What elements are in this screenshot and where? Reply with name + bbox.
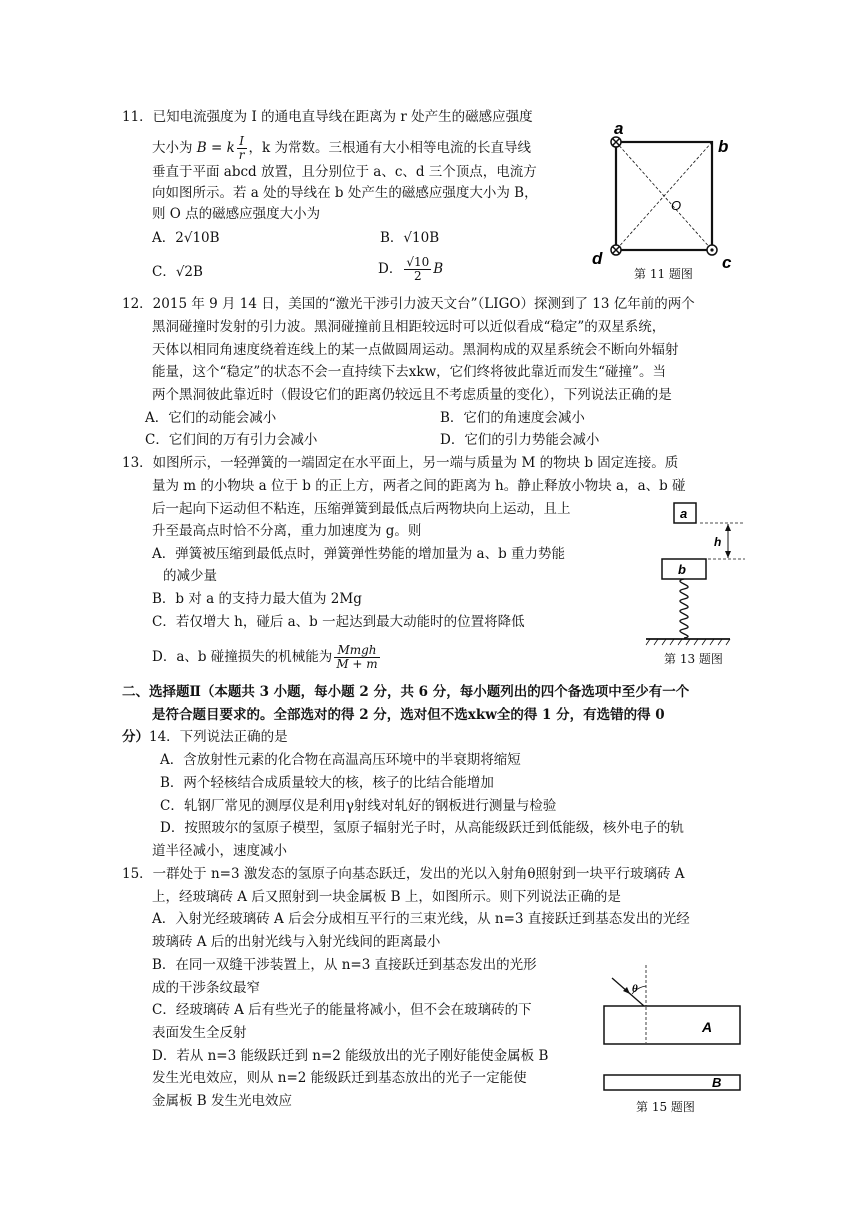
q11-option-d-prefix: D． bbox=[378, 261, 403, 277]
section-2-heading-end: 分） bbox=[122, 729, 149, 745]
q11-label-b: b bbox=[718, 137, 729, 156]
q11-formula-fraction bbox=[237, 135, 247, 162]
q11-option-d-numerator: √10 bbox=[406, 255, 430, 269]
q11-current-out-of-page-icon-c bbox=[707, 245, 717, 255]
q13-line-1: 13．如图所示，一轻弹簧的一端固定在水平面上，另一端与质量为 M 的物块 b 固定连接。质 bbox=[122, 455, 679, 471]
q11-formula-denominator: r bbox=[238, 148, 245, 162]
q12-option-b: B．它们的角速度会减小 bbox=[440, 410, 585, 426]
q12-line-1: 12．2015 年 9 月 14 日，美国的“激光干涉引力波天文台”（LIGO）探测到了 13 亿年前的两个 bbox=[122, 296, 695, 312]
q13-spring-figure bbox=[640, 498, 750, 650]
section-2-heading-line-2: 是符合题目要求的。全部选对的得 2 分，选对但不选xkw全的得 1 分，有选错的得 0 bbox=[152, 707, 665, 723]
q15-option-b-line-2: 成的干涉条纹最窄 bbox=[152, 980, 260, 996]
q11-square-figure bbox=[588, 119, 738, 272]
q14-option-b: B．两个轻核结合成质量较大的核，核子的比结合能增加 bbox=[160, 775, 494, 791]
q15-label-theta: θ bbox=[632, 983, 638, 995]
q14-option-a: A．含放射性元素的化合物在高温高压环境中的半衰期将缩短 bbox=[160, 752, 521, 768]
q15-label-a: A bbox=[702, 1019, 713, 1035]
q13-ground-hatch bbox=[646, 639, 730, 645]
q12-option-d: D．它们的引力势能会减小 bbox=[440, 432, 600, 448]
q11-option-d-fraction bbox=[404, 256, 431, 283]
q13-option-a-line-1: A．弹簧被压缩到最低点时，弹簧弹性势能的增加量为 a、b 重力势能 bbox=[152, 546, 566, 562]
q15-label-b: B bbox=[712, 1075, 722, 1090]
q12-option-a: A．它们的动能会减小 bbox=[145, 410, 277, 426]
q13-option-a-line-2: 的减少量 bbox=[163, 568, 217, 584]
q15-option-a-line-2: 玻璃砖 A 后的出射光线与入射光线间的距离最小 bbox=[152, 934, 441, 950]
q15-figure-caption: 第 15 题图 bbox=[636, 1100, 695, 1114]
q11-line-2-end: ，k 为常数。三根通有大小相等电流的长直导线 bbox=[248, 140, 532, 156]
q13-label-a: a bbox=[680, 506, 688, 521]
q13-line-4: 升至最高点时恰不分离，重力加速度为 g。则 bbox=[152, 523, 422, 539]
q13-line-3: 后一起向下运动但不粘连，压缩弹簧到最低点后两物块向上运动，且上 bbox=[152, 501, 571, 517]
q11-label-o: O bbox=[671, 198, 682, 213]
q11-line-2 bbox=[152, 135, 531, 162]
q13-option-c: C．若仅增大 h，碰后 a、b 一起达到最大动能时的位置将降低 bbox=[152, 614, 525, 630]
q13-option-d bbox=[152, 644, 382, 671]
q12-option-c: C．它们间的万有引力会减小 bbox=[145, 432, 318, 448]
q13-option-d-prefix: D．a、b 碰撞损失的机械能为 bbox=[152, 649, 333, 665]
q13-line-2: 量为 m 的小物块 a 位于 b 的正上方，两者之间的距离为 h。静止释放小物块 a，a、b 碰 bbox=[152, 478, 686, 494]
q15-glass-figure bbox=[598, 960, 748, 1095]
q13-label-h: h bbox=[714, 535, 722, 549]
q14-stem: 14．下列说法正确的是 bbox=[149, 729, 288, 745]
q14-option-d-line-2: 道半径减小，速度减小 bbox=[152, 843, 287, 859]
q15-option-d-line-2: 发生光电效应，则从 n=2 能级跃迁到基态放出的光子一定能使 bbox=[152, 1070, 527, 1086]
q11-label-a: a bbox=[614, 119, 624, 138]
q11-label-c: c bbox=[722, 253, 732, 272]
q11-line-2-start: 大小为 bbox=[152, 140, 193, 156]
q15-option-b-line-1: B．在同一双缝干涉装置上，从 n=3 直接跃迁到基态发出的光形 bbox=[152, 957, 537, 973]
q11-option-c: C．√2B bbox=[152, 264, 203, 280]
q13-arrow-down-icon bbox=[725, 551, 731, 558]
q12-line-4: 能量，这个“稳定”的状态不会一直持续下去xkw，它们终将彼此靠近而发生“碰撞”。当 bbox=[152, 364, 666, 380]
q14-option-d-line-1: D．按照玻尔的氢原子模型，氢原子辐射光子时，从高能级跃迁到低能级，核外电子的轨 bbox=[160, 820, 684, 836]
q14-option-c: C．轧钢厂常见的测厚仪是利用γ射线对轧好的钢板进行测量与检验 bbox=[160, 798, 557, 814]
q13-label-b: b bbox=[678, 562, 686, 577]
q13-spring-coil bbox=[680, 579, 688, 638]
q13-figure-caption: 第 13 题图 bbox=[664, 652, 723, 666]
q13-option-d-fraction bbox=[334, 644, 379, 671]
q13-option-d-numerator: Mmgh bbox=[334, 644, 379, 658]
q13-arrow-up-icon bbox=[725, 524, 731, 531]
q11-formula-lhs: B = k bbox=[196, 140, 235, 156]
q11-option-d-suffix: B bbox=[433, 261, 444, 277]
q11-label-d: d bbox=[592, 249, 603, 268]
q12-line-5: 两个黑洞彼此靠近时（假设它们的距离仍较远且不考虑质量的变化），下列说法正确的是 bbox=[152, 387, 672, 403]
q15-option-c-line-1: C．经玻璃砖 A 后有些光子的能量将减小，但不会在玻璃砖的下 bbox=[152, 1002, 532, 1018]
q11-line-4: 向如图所示。若 a 处的导线在 b 处产生的磁感应强度大小为 B， bbox=[152, 185, 538, 201]
q11-option-d bbox=[378, 256, 443, 283]
q13-option-b: B．b 对 a 的支持力最大值为 2Mg bbox=[152, 591, 362, 607]
section-2-heading-line-3 bbox=[122, 727, 288, 747]
q11-line-5: 则 O 点的磁感应强度大小为 bbox=[152, 206, 321, 222]
q11-line-1: 11．已知电流强度为 I 的通电直导线在距离为 r 处产生的磁感应强度 bbox=[122, 109, 533, 125]
q12-line-2: 黑洞碰撞时发射的引力波。黑洞碰撞前且相距较远时可以近似看成“稳定”的双星系统， bbox=[152, 319, 666, 335]
q15-option-d-line-1: D．若从 n=3 能级跃迁到 n=2 能级放出的光子刚好能使金属板 B bbox=[152, 1048, 549, 1064]
section-2-heading-line-1: 二、选择题Ⅱ（本题共 3 小题，每小题 2 分，共 6 分，每小题列出的四个备选项中至少有一个 bbox=[122, 684, 690, 700]
q11-line-3: 垂直于平面 abcd 放置，且分别位于 a、c、d 三个顶点，电流方 bbox=[152, 164, 537, 180]
q15-option-d-line-3: 金属板 B 发生光电效应 bbox=[152, 1093, 293, 1109]
q15-option-a-line-1: A．入射光经玻璃砖 A 后会分成相互平行的三束光线，从 n=3 直接跃迁到基态发出的光经 bbox=[152, 911, 690, 927]
q11-option-a: A．2√10B bbox=[152, 230, 220, 246]
q11-option-b: B．√10B bbox=[380, 230, 440, 246]
q11-figure-caption: 第 11 题图 bbox=[634, 267, 693, 281]
q15-glass-block-a bbox=[604, 1006, 740, 1044]
q12-line-3: 天体以相同角速度绕着连线上的某一点做圆周运动。黑洞构成的双星系统会不断向外辐射 bbox=[152, 342, 679, 358]
q15-line-2: 上，经玻璃砖 A 后又照射到一块金属板 B 上，如图所示。则下列说法正确的是 bbox=[152, 889, 621, 905]
q11-current-into-page-icon-d bbox=[611, 245, 621, 255]
q11-formula-numerator: I bbox=[237, 135, 247, 149]
q11-current-into-page-icon-a bbox=[611, 137, 621, 147]
q13-option-d-denominator: M + m bbox=[336, 657, 378, 671]
q11-option-d-denominator: 2 bbox=[413, 269, 422, 283]
q15-option-c-line-2: 表面发生全反射 bbox=[152, 1025, 247, 1041]
q15-line-1: 15．一群处于 n=3 激发态的氢原子向基态跃迁，发出的光以入射角θ照射到一块平行玻璃砖 A bbox=[122, 866, 685, 882]
